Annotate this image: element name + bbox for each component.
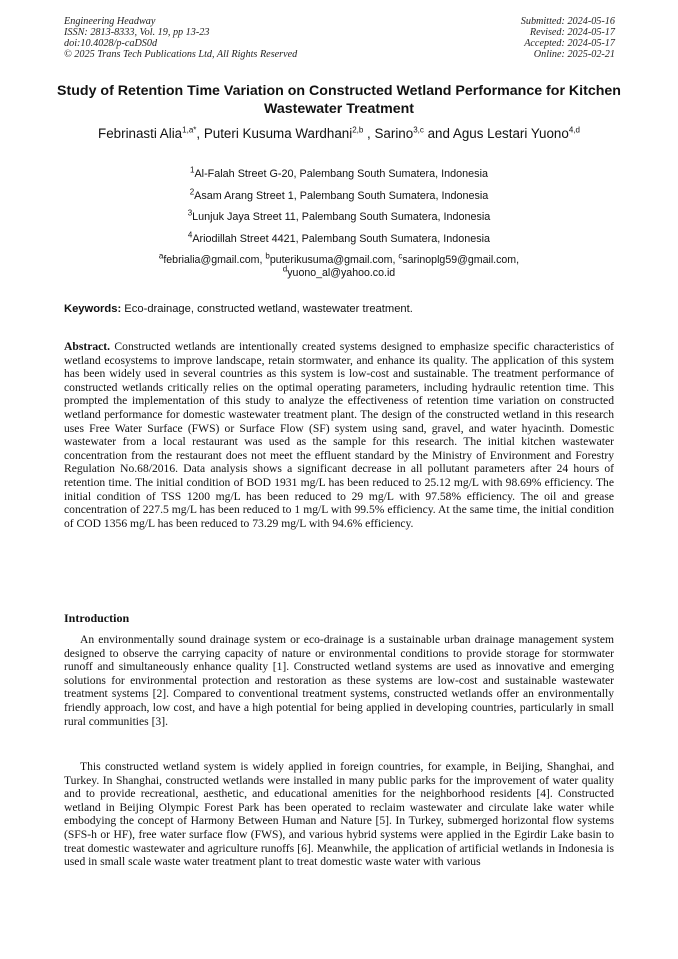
affiliation-text: Al-Falah Street G-20, Palembang South Sumatera, Indonesia (194, 168, 488, 180)
author-list (40, 125, 638, 143)
section-heading-introduction: Introduction (64, 611, 130, 625)
keywords-text: Eco-drainage, constructed wetland, wastewater treatment. (121, 303, 413, 315)
journal-header-right (521, 16, 615, 60)
email-link[interactable]: febrialia@gmail.com (163, 254, 260, 266)
date-submitted: Submitted: 2024-05-16 (520, 16, 615, 27)
affiliation-3 (40, 210, 638, 224)
affiliation-1 (40, 167, 638, 181)
email-superscript: c (398, 251, 403, 261)
date-revised: Revised: 2024-05-17 (529, 27, 615, 38)
author-superscript: 1,a* (182, 125, 197, 135)
journal-doi: doi:10.4028/p-caDS0d (64, 38, 158, 49)
abstract-label: Abstract. (64, 340, 111, 353)
author-separator: , (363, 126, 375, 141)
author-superscript: 2,b (352, 125, 364, 135)
email-superscript: a (158, 251, 164, 261)
affiliation-2 (40, 189, 638, 203)
affiliation-4 (40, 232, 638, 246)
author-superscript: 3,c (413, 125, 424, 135)
author-emails (40, 251, 638, 280)
paper-title: Study of Retention Time Variation on Constructed Wetland Performance for Kitchen Wastewater Treatment (57, 83, 621, 117)
affiliation-text: Ariodillah Street 4421, Palembang South Sumatera, Indonesia (192, 233, 491, 245)
email-separator: , (392, 254, 399, 266)
email-link[interactable]: puterikusuma@gmail.com (269, 254, 393, 266)
journal-name: Engineering Headway (64, 16, 156, 27)
keywords (64, 302, 616, 316)
email-link[interactable]: sarinoplg59@gmail.com (402, 254, 517, 266)
introduction-paragraph-2: This constructed wetland system is widely applied in foreign countries, for example, in Beijing, Shanghai, and Turkey. In Shanghai, constructed wetlands were installed in many public parks for the improvement of water quality and to provide recreational, aesthetic, and educational amenities for the neighborhood residents [4]. Constructed wetland in Beijing Olympic Forest Park has been operated to reclaim wastewater and circulate lake water while embodying the concept of Harmony Between Human and Nature [5]. In Turkey, submerged horizontal flow systems (SFS-h or HF), free water surface flow (FWS), and various hybrid systems were applied in the Egirdir Lake basin to treat domestic wastewater and agriculture runoffs [6]. Meanwhile, the application of artificial wetlands in Indonesia is used in small scale waste water treatment plant to treat domestic waste water with various (64, 760, 614, 869)
journal-copyright: © 2025 Trans Tech Publications Ltd, All Rights Reserved (64, 49, 298, 60)
affiliation-text: Lunjuk Jaya Street 11, Palembang South Sumatera, Indonesia (192, 211, 491, 223)
author-separator: , (196, 126, 204, 141)
affiliation-number: 1 (190, 165, 195, 175)
author-separator: and (423, 126, 453, 141)
author-superscript: 4,d (568, 125, 580, 135)
journal-issn: ISSN: 2813-8333, Vol. 19, pp 13-23 (64, 27, 210, 38)
abstract-text: Constructed wetlands are intentionally created systems designed to emphasize specific characteristics of wetland ecosystems to improve landscape, retain stormwater, and enhance its quality. The application of this system has been widely used in several countries as this system is low-cost and sustainable. The treatment performance of constructed wetlands critically relies on the optimal operating parameters, including hydraulic retention time. This prompted the implementation of this study to analyze the effectiveness of retention time variation on constructed wetland performance for domestic wastewater treatment plant. The design of the constructed wetland in this research uses Free Water Surface (FWS) or Surface Flow (SF) system using sand, gravel, and water hyacinth. Domestic wastewater from a local restaurant was used as the sample for this research. The initial kitchen wastewater concentration from the restaurant does not meet the effluent standard by the Ministry of Environment and Forestry Regulation No.68/2016. Data analysis shows a significant decrease in all pollutant parameters after 24 hours of retention time. The initial condition of BOD 1931 mg/L has been reduced to 25.12 mg/L with 98.69% efficiency. The initial condition of TSS 1200 mg/L has been reduced to 29 mg/L with 97.58% efficiency. The oil and grease concentration of 227.5 mg/L has been reduced to 1 mg/L with 99.5% efficiency. At the same time, the initial condition of COD 1356 mg/L has been reduced to 73.29 mg/L with 94.6% efficiency. (64, 340, 614, 530)
introduction-paragraph-1: An environmentally sound drainage system or eco-drainage is a sustainable urban drainage management system designed to observe the carrying capacity of nature or environmental conditions to provide storage for stormwater runoff and simultaneously enhance quality [1]. Constructed wetland systems are used as innovative and emerging solutions for environmental protection and restoration as these systems are low-cost and sustainable wastewater treatment systems [2]. Compared to conventional treatment systems, constructed wetlands offer an environmentally friendly approach, low cost, and have a high potential for being applied in developing countries, particularly in small rural communities [3]. (64, 633, 614, 728)
keywords-label: Keywords: (64, 303, 122, 315)
email-link[interactable]: yuono_al@yahoo.co.id (287, 267, 396, 279)
email-superscript: b (265, 251, 270, 261)
author-name: Sarino (374, 126, 414, 141)
email-superscript: d (282, 264, 288, 274)
author-name: Agus Lestari Yuono (452, 126, 569, 141)
date-online: Online: 2025-02-21 (533, 49, 615, 60)
author-name: Puteri Kusuma Wardhani (203, 126, 353, 141)
email-separator: , (516, 254, 520, 266)
affiliation-number: 2 (189, 187, 195, 197)
date-accepted: Accepted: 2024-05-17 (524, 38, 615, 49)
affiliation-number: 4 (187, 230, 193, 240)
email-separator: , (259, 254, 266, 266)
affiliation-number: 3 (187, 208, 193, 218)
abstract (64, 340, 614, 530)
affiliation-text: Asam Arang Street 1, Palembang South Sumatera, Indonesia (194, 190, 489, 202)
author-name: Febrinasti Alia (98, 126, 183, 141)
journal-header-left (64, 16, 297, 60)
